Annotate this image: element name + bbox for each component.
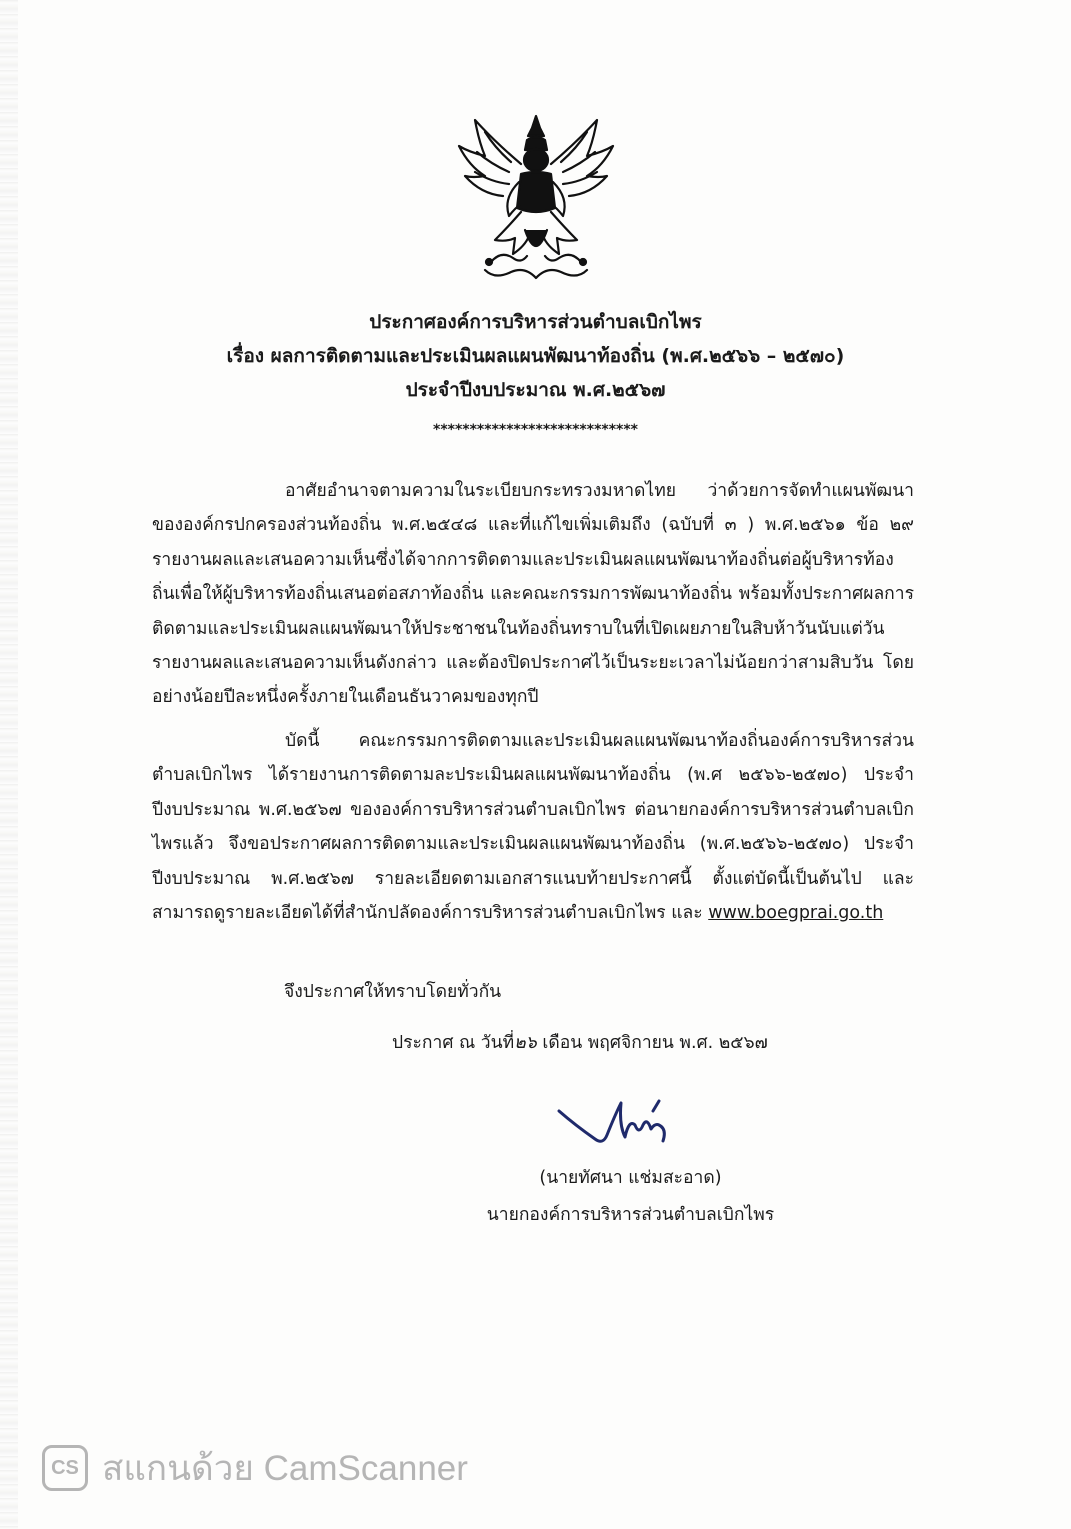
announcement-subject: เรื่อง ผลการติดตามและประเมินผลแผนพัฒนาท้องถิ่น (พ.ศ.๒๕๖๖ – ๒๕๗๐): [226, 345, 845, 367]
body-paragraph-2-text: บัดนี้ คณะกรรมการติดตามและประเมินผลแผนพัฒนาท้องถิ่นองค์การบริหารส่วนตำบลเบิกไพร ได้รายงานการติดตามละประเมินผลแผนพัฒนาท้องถิ่น (พ.ศ ๒๕๖๖-๒๕๗๐) ประจำปีงบประมาณ พ.ศ.๒๕๖๗ ขององค์การบริหารส่วนตำบลเบิกไพร ต่อนายกองค์การบริหารส่วนตำบลเบิกไพรแล้ว จึงขอประกาศผลการติดตามและประเมินผลแผนพัฒนาท้องถิ่น (พ.ศ.๒๕๖๖-๒๕๗๐) ประจำปีงบประมาณ พ.ศ.๒๕๖๗ รายละเอียดตามเอกสารแนบท้ายประกาศนี้ ตั้งแต่บัดนี้เป็นต้นไป และสามารถดูรายละเอียดได้ที่สำนักปลัดองค์การบริหารส่วนตำบลเบิกไพร และ: [152, 731, 914, 924]
date-prefix: ประกาศ ณ วันที่: [392, 1033, 515, 1053]
announcement-date: [392, 1028, 768, 1056]
signer-name: (นายทัศนา แช่มสะอาด): [539, 1168, 722, 1188]
announcement-title: ประกาศองค์การบริหารส่วนตำบลเบิกไพร: [369, 311, 702, 333]
body-paragraph-1: อาศัยอำนาจตามความในระเบียบกระทรวงมหาดไทย ว่าด้วยการจัดทำแผนพัฒนาขององค์กรปกครองส่วนท้องถิ่น พ.ศ.๒๕๔๘ และที่แก้ไขเพิ่มเติมถึง (ฉบับที่ ๓ ) พ.ศ.๒๕๖๑ ข้อ ๒๙ รายงานผลและเสนอความเห็นซึ่งได้จากการติดตามและประเมินผลแผนพัฒนาท้องถิ่นต่อผู้บริหารท้องถิ่นเพื่อให้ผู้บริหารท้องถิ่นเสนอต่อสภาท้องถิ่น และคณะกรรมการพัฒนาท้องถิ่น พร้อมทั้งประกาศผลการติดตามและประเมินผลแผนพัฒนาให้ประชาชนในท้องถิ่นทราบในที่เปิดเผยภายในสิบห้าวันนับแต่วันรายงานผลและเสนอความเห็นดังกล่าว และต้องปิดประกาศไว้เป็นระยะเวลาไม่น้อยกว่าสามสิบวัน โดยอย่างน้อยปีละหนึ่งครั้งภายในเดือนธันวาคมของทุกปี: [152, 481, 914, 708]
camscanner-logo-icon: CS: [42, 1445, 88, 1491]
body-paragraph-2: [152, 724, 914, 930]
website-link[interactable]: www.boegprai.go.th: [708, 903, 884, 924]
camscanner-watermark: [42, 1444, 468, 1492]
fiscal-year-line: ประจำปีงบประมาณ พ.ศ.๒๕๖๗: [405, 379, 666, 401]
date-suffix: เดือน พฤศจิกายน พ.ศ. ๒๕๖๗: [536, 1033, 768, 1053]
signer-title: นายกองค์การบริหารส่วนตำบลเบิกไพร: [486, 1205, 775, 1225]
signature: [555, 1095, 695, 1159]
closing-statement: จึงประกาศให้ทราบโดยทั่วกัน: [284, 982, 502, 1002]
watermark-text: สแกนด้วย CamScanner: [102, 1448, 468, 1488]
garuda-emblem: [455, 112, 617, 284]
scan-edge-artifact: [0, 0, 18, 1529]
date-day-handwritten: ๒๖: [514, 1033, 537, 1053]
separator-stars: ****************************: [433, 422, 638, 438]
